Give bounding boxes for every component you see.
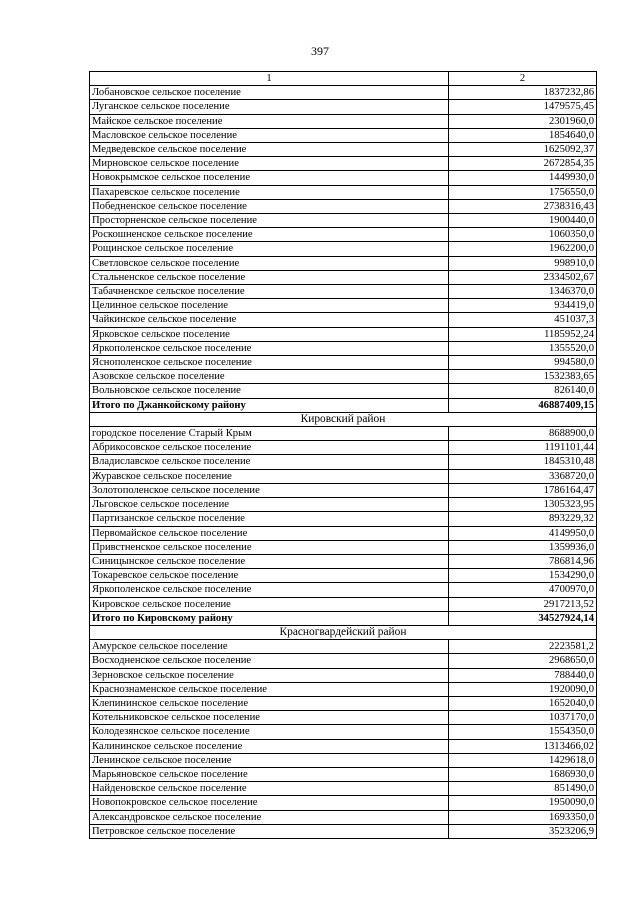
settlement-name-cell: Партизанское сельское поселение — [90, 512, 449, 526]
amount-cell: 998910,0 — [449, 256, 597, 270]
settlement-name-cell: Ярковское сельское поселение — [90, 327, 449, 341]
amount-cell: 1756550,0 — [449, 185, 597, 199]
settlement-name-cell: Восходненское сельское поселение — [90, 654, 449, 668]
table-row — [90, 512, 597, 526]
settlement-name-cell: Чайкинское сельское поселение — [90, 313, 449, 327]
table-row — [90, 256, 597, 270]
table-header-row — [90, 72, 597, 86]
settlement-name-cell: городское поселение Старый Крым — [90, 427, 449, 441]
amount-cell: 1191101,44 — [449, 441, 597, 455]
settlement-name-cell: Синицынское сельское поселение — [90, 554, 449, 568]
settlement-name-cell: Новопокровское сельское поселение — [90, 796, 449, 810]
total-row — [90, 398, 597, 412]
budget-table — [89, 71, 597, 839]
amount-cell: 1037170,0 — [449, 711, 597, 725]
table-row — [90, 313, 597, 327]
amount-cell: 1625092,37 — [449, 143, 597, 157]
settlement-name-cell: Владиславское сельское поселение — [90, 455, 449, 469]
table-row — [90, 427, 597, 441]
table-row — [90, 498, 597, 512]
settlement-name-cell: Пахаревское сельское поселение — [90, 185, 449, 199]
amount-cell: 2223581,2 — [449, 640, 597, 654]
amount-cell: 1900440,0 — [449, 214, 597, 228]
amount-cell: 3368720,0 — [449, 469, 597, 483]
amount-cell: 2917213,52 — [449, 597, 597, 611]
amount-cell: 1185952,24 — [449, 327, 597, 341]
amount-cell: 1920090,0 — [449, 682, 597, 696]
amount-cell: 3523206,9 — [449, 824, 597, 838]
amount-cell: 1479575,45 — [449, 100, 597, 114]
table-row — [90, 796, 597, 810]
table-row — [90, 228, 597, 242]
section-header-row — [90, 412, 597, 426]
table-row — [90, 739, 597, 753]
table-row — [90, 668, 597, 682]
settlement-name-cell: Абрикосовское сельское поселение — [90, 441, 449, 455]
amount-cell: 1837232,86 — [449, 86, 597, 100]
amount-cell: 1346370,0 — [449, 285, 597, 299]
settlement-name-cell: Ленинское сельское поселение — [90, 753, 449, 767]
table-row — [90, 157, 597, 171]
amount-cell: 1060350,0 — [449, 228, 597, 242]
settlement-name-cell: Калининское сельское поселение — [90, 739, 449, 753]
settlement-name-cell: Льговское сельское поселение — [90, 498, 449, 512]
table-row — [90, 285, 597, 299]
settlement-name-cell: Журавское сельское поселение — [90, 469, 449, 483]
page-number: 397 — [311, 44, 329, 58]
amount-cell: 2334502,67 — [449, 270, 597, 284]
table-row — [90, 356, 597, 370]
amount-cell: 1429618,0 — [449, 753, 597, 767]
settlement-name-cell: Лобановское сельское поселение — [90, 86, 449, 100]
amount-cell: 1854640,0 — [449, 128, 597, 142]
settlement-name-cell: Краснознаменское сельское поселение — [90, 682, 449, 696]
table-row — [90, 341, 597, 355]
table-row — [90, 455, 597, 469]
total-row — [90, 611, 597, 625]
amount-cell: 4149950,0 — [449, 526, 597, 540]
settlement-name-cell: Мирновское сельское поселение — [90, 157, 449, 171]
table-row — [90, 370, 597, 384]
settlement-name-cell: Роскошненское сельское поселение — [90, 228, 449, 242]
amount-cell: 1534290,0 — [449, 569, 597, 583]
section-title: Кировский район — [90, 412, 597, 426]
table-row — [90, 483, 597, 497]
table-row — [90, 469, 597, 483]
table-row — [90, 270, 597, 284]
settlement-name-cell: Первомайское сельское поселение — [90, 526, 449, 540]
amount-cell: 1554350,0 — [449, 725, 597, 739]
amount-cell: 893229,32 — [449, 512, 597, 526]
amount-cell: 1359936,0 — [449, 540, 597, 554]
table-row — [90, 242, 597, 256]
settlement-name-cell: Петровское сельское поселение — [90, 824, 449, 838]
amount-cell: 8688900,0 — [449, 427, 597, 441]
table-row — [90, 441, 597, 455]
table-row — [90, 143, 597, 157]
table-row — [90, 540, 597, 554]
table-row — [90, 725, 597, 739]
settlement-name-cell: Александровское сельское поселение — [90, 810, 449, 824]
amount-cell: 1355520,0 — [449, 341, 597, 355]
table-row — [90, 569, 597, 583]
amount-cell: 451037,3 — [449, 313, 597, 327]
amount-cell: 1686930,0 — [449, 767, 597, 781]
amount-cell: 1449930,0 — [449, 171, 597, 185]
settlement-name-cell: Медведевское сельское поселение — [90, 143, 449, 157]
settlement-name-cell: Колодезянское сельское поселение — [90, 725, 449, 739]
settlement-name-cell: Табачненское сельское поселение — [90, 285, 449, 299]
settlement-name-cell: Яркополенское сельское поселение — [90, 583, 449, 597]
table-row — [90, 597, 597, 611]
table-row — [90, 583, 597, 597]
settlement-name-cell: Победненское сельское поселение — [90, 199, 449, 213]
amount-cell: 4700970,0 — [449, 583, 597, 597]
amount-cell: 1962200,0 — [449, 242, 597, 256]
amount-cell: 2968650,0 — [449, 654, 597, 668]
table-row — [90, 654, 597, 668]
amount-cell: 934419,0 — [449, 299, 597, 313]
amount-cell: 1693350,0 — [449, 810, 597, 824]
settlement-name-cell: Зерновское сельское поселение — [90, 668, 449, 682]
section-header-row — [90, 625, 597, 639]
settlement-name-cell: Просторненское сельское поселение — [90, 214, 449, 228]
table-body — [90, 72, 597, 839]
table-row — [90, 554, 597, 568]
table-row — [90, 824, 597, 838]
settlement-name-cell: Привстненское сельское поселение — [90, 540, 449, 554]
amount-cell: 994580,0 — [449, 356, 597, 370]
amount-cell: 1305323,95 — [449, 498, 597, 512]
settlement-name-cell: Котельниковское сельское поселение — [90, 711, 449, 725]
settlement-name-cell: Найденовское сельское поселение — [90, 782, 449, 796]
table-row — [90, 86, 597, 100]
amount-cell: 1786164,47 — [449, 483, 597, 497]
amount-cell: 1313466,02 — [449, 739, 597, 753]
settlement-name-cell: Целинное сельское поселение — [90, 299, 449, 313]
amount-cell: 46887409,15 — [449, 398, 597, 412]
amount-cell: 34527924,14 — [449, 611, 597, 625]
settlement-name-cell: Вольновское сельское поселение — [90, 384, 449, 398]
amount-cell: 826140,0 — [449, 384, 597, 398]
table-row — [90, 682, 597, 696]
table-row — [90, 384, 597, 398]
settlement-name-cell: Майское сельское поселение — [90, 114, 449, 128]
settlement-name-cell: Клепининское сельское поселение — [90, 696, 449, 710]
amount-cell: 851490,0 — [449, 782, 597, 796]
table-row — [90, 171, 597, 185]
settlement-name-cell: Яснополенское сельское поселение — [90, 356, 449, 370]
settlement-name-cell: Итого по Кировскому району — [90, 611, 449, 625]
table-row — [90, 185, 597, 199]
table-row — [90, 640, 597, 654]
settlement-name-cell: Кировское сельское поселение — [90, 597, 449, 611]
amount-cell: 1845310,48 — [449, 455, 597, 469]
settlement-name-cell: Марьяновское сельское поселение — [90, 767, 449, 781]
amount-cell: 1652040,0 — [449, 696, 597, 710]
table-row — [90, 128, 597, 142]
amount-cell: 788440,0 — [449, 668, 597, 682]
table-row — [90, 767, 597, 781]
settlement-name-cell: Стальненское сельское поселение — [90, 270, 449, 284]
table-row — [90, 199, 597, 213]
amount-cell: 786814,96 — [449, 554, 597, 568]
settlement-name-cell: Золотополенское сельское поселение — [90, 483, 449, 497]
table-row — [90, 214, 597, 228]
table-row — [90, 526, 597, 540]
column-header-1: 1 — [90, 72, 449, 86]
amount-cell: 2738316,43 — [449, 199, 597, 213]
table-row — [90, 782, 597, 796]
table-row — [90, 711, 597, 725]
amount-cell: 2672854,35 — [449, 157, 597, 171]
table-row — [90, 100, 597, 114]
settlement-name-cell: Рощинское сельское поселение — [90, 242, 449, 256]
settlement-name-cell: Луганское сельское поселение — [90, 100, 449, 114]
settlement-name-cell: Амурское сельское поселение — [90, 640, 449, 654]
column-header-2: 2 — [449, 72, 597, 86]
table-row — [90, 753, 597, 767]
table-row — [90, 810, 597, 824]
section-title: Красногвардейский район — [90, 625, 597, 639]
settlement-name-cell: Азовское сельское поселение — [90, 370, 449, 384]
settlement-name-cell: Масловское сельское поселение — [90, 128, 449, 142]
settlement-name-cell: Яркополенское сельское поселение — [90, 341, 449, 355]
amount-cell: 1950090,0 — [449, 796, 597, 810]
settlement-name-cell: Токаревское сельское поселение — [90, 569, 449, 583]
settlement-name-cell: Новокрымское сельское поселение — [90, 171, 449, 185]
settlement-name-cell: Итого по Джанкойскому району — [90, 398, 449, 412]
table-row — [90, 696, 597, 710]
table-row — [90, 114, 597, 128]
table-row — [90, 299, 597, 313]
settlement-name-cell: Светловское сельское поселение — [90, 256, 449, 270]
amount-cell: 1532383,65 — [449, 370, 597, 384]
amount-cell: 2301960,0 — [449, 114, 597, 128]
table-row — [90, 327, 597, 341]
